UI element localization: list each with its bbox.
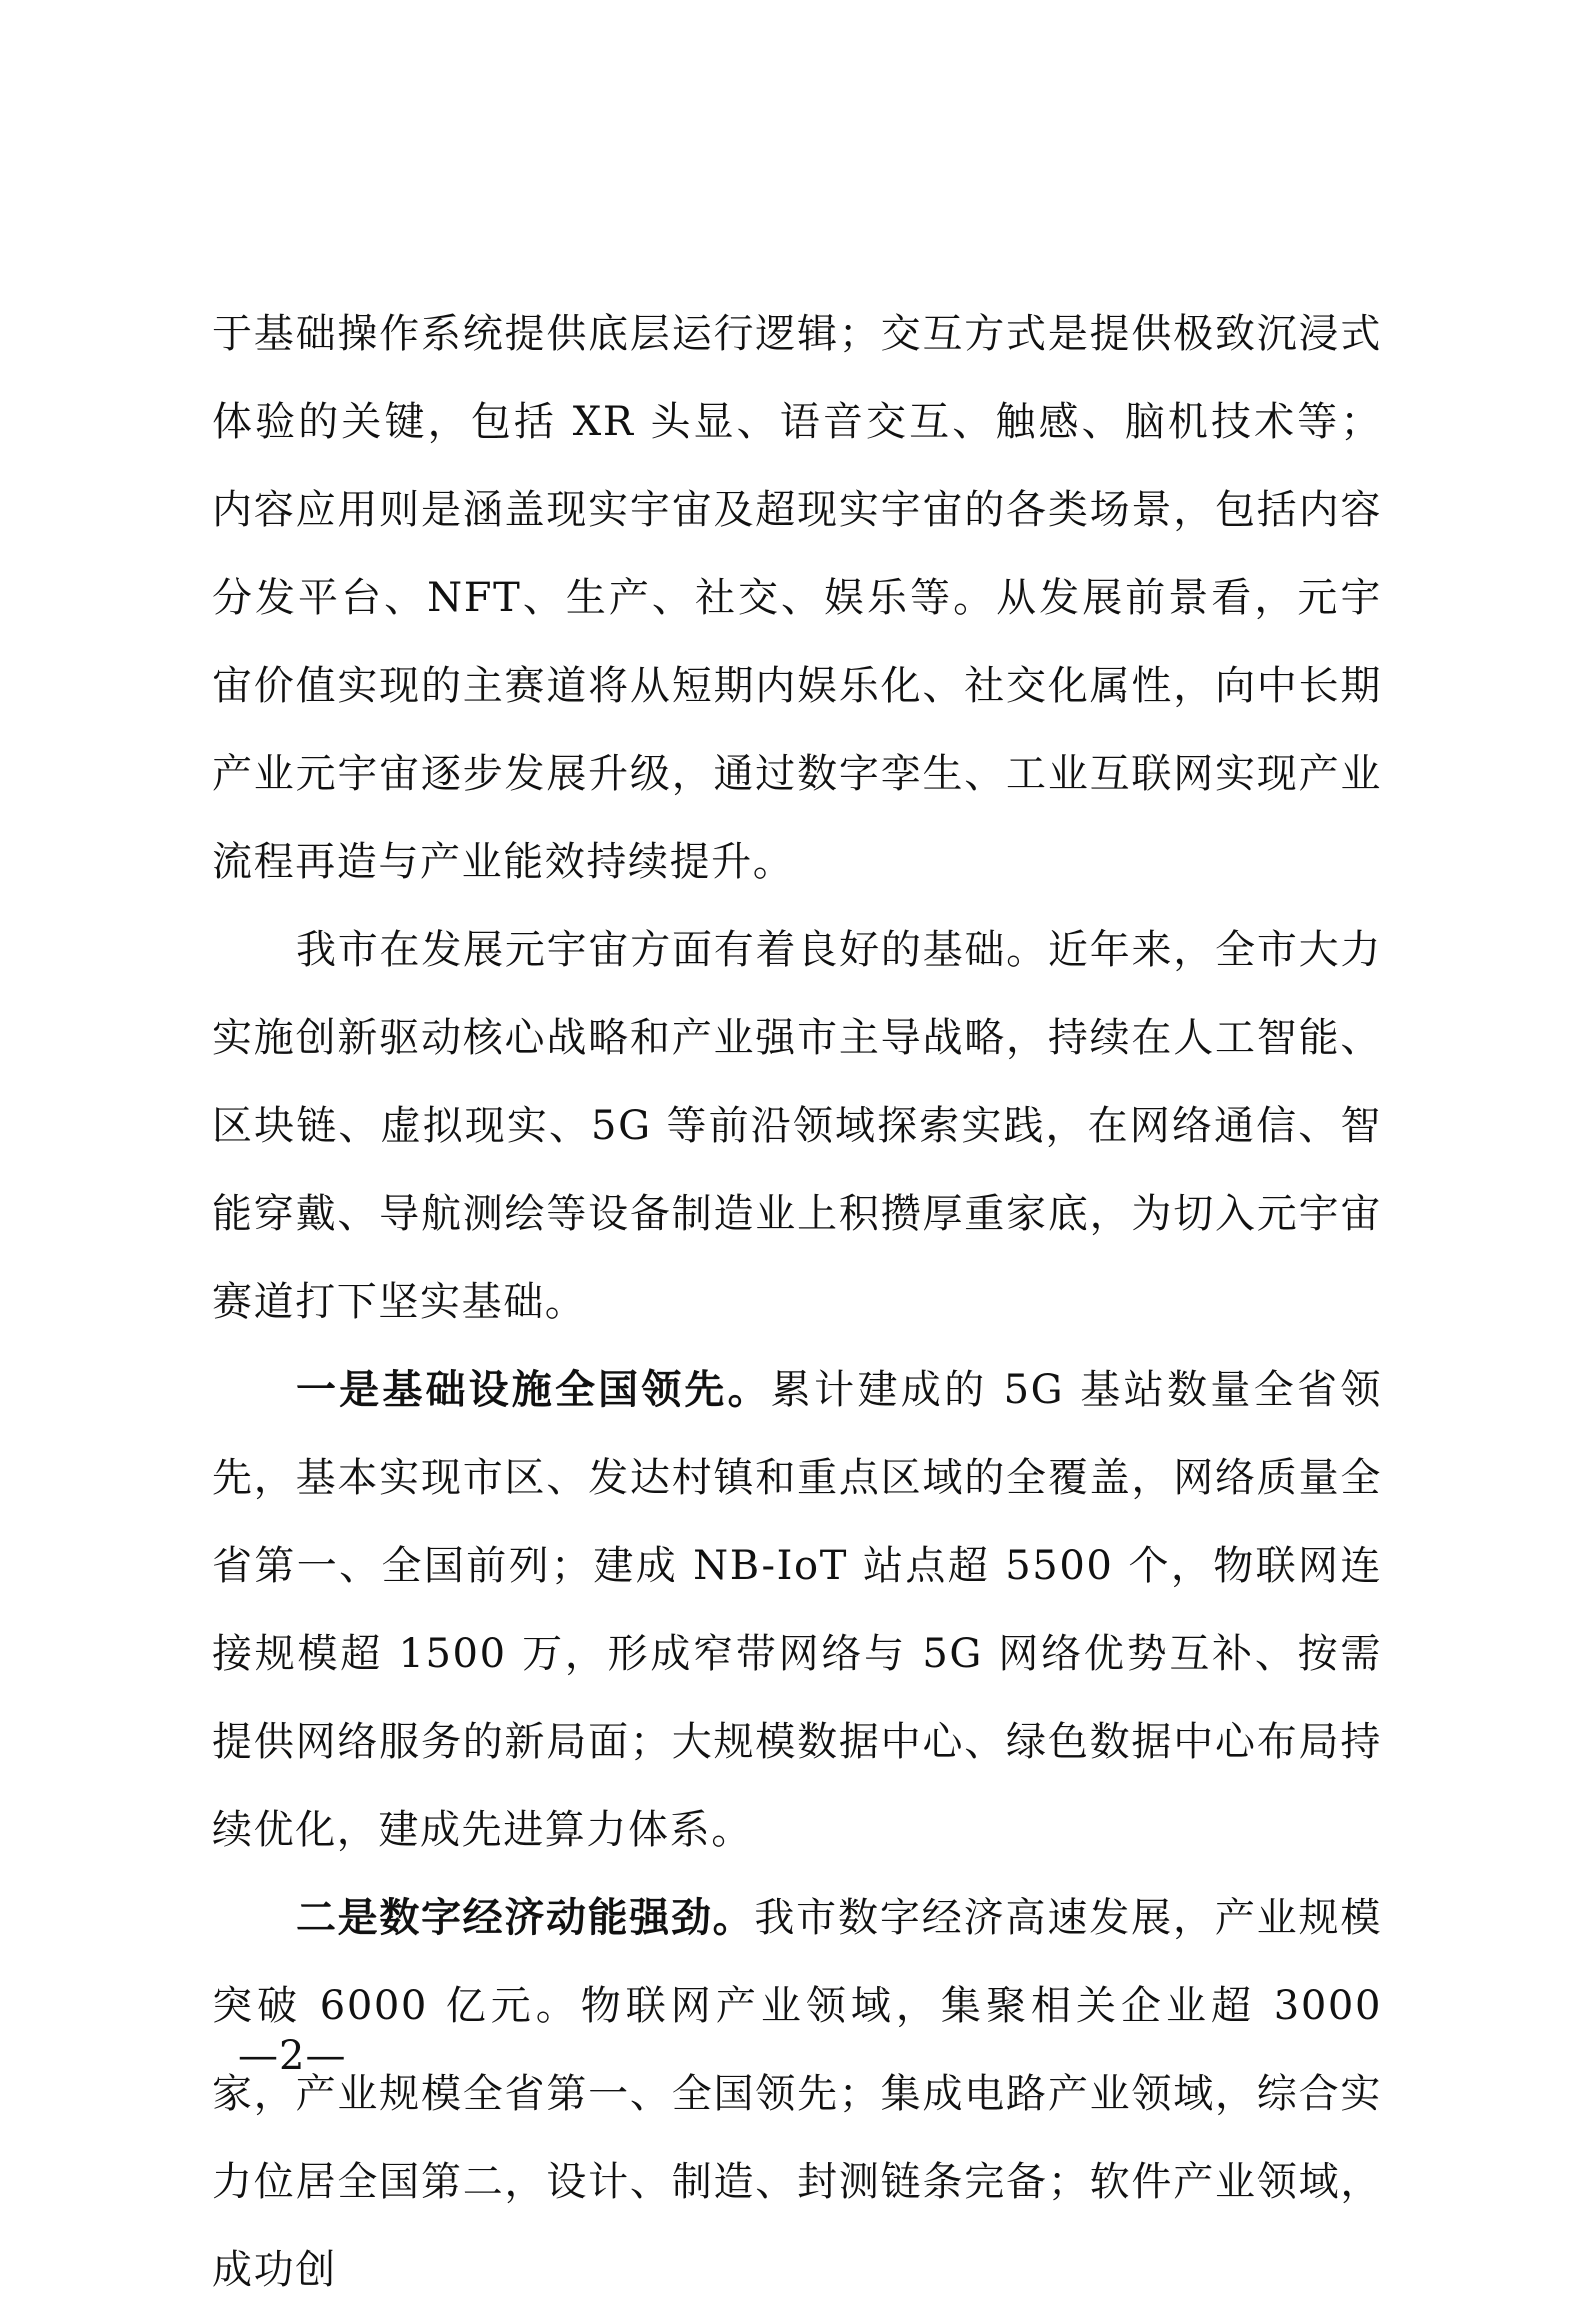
paragraph-continuation [212, 290, 1382, 906]
paragraph-text: 累计建成的 5G 基站数量全省领先，基本实现市区、发达村镇和重点区域的全覆盖，网络质量全省第一、全国前列；建成 NB-IoT 站点超 5500 个，物联网连接规模超 1500 万，形成窄带网络与 5G 网络优势互补、按需提供网络服务的新局面；大规模数据中心、绿色数据中心布局持续优化，建成先进算力体系。 [212, 1367, 1383, 1853]
body-text [212, 290, 1382, 2314]
paragraph-text: 于基础操作系统提供底层运行逻辑；交互方式是提供极致沉浸式体验的关键，包括 XR 头显、语音交互、触感、脑机技术等；内容应用则是涵盖现实宇宙及超现实宇宙的各类场景，包括内容分发平台、NFT、生产、社交、娱乐等。从发展前景看，元宇宙价值实现的主赛道将从短期内娱乐化、社交化属性，向中长期产业元宇宙逐步发展升级，通过数字孪生、工业互联网实现产业流程再造与产业能效持续提升。 [212, 311, 1382, 885]
paragraph-lead: 一是基础设施全国领先。 [296, 1367, 771, 1413]
paragraph-foundation [212, 906, 1382, 1346]
paragraph-text: 我市数字经济高速发展，产业规模突破 6000 亿元。物联网产业领域，集聚相关企业超 3000 家，产业规模全省第一、全国领先；集成电路产业领域，综合实力位居全国第二，设计、制造、封测链条完备；软件产业领域，成功创 [212, 1895, 1383, 2293]
paragraph-infrastructure [212, 1346, 1382, 1874]
paragraph-text: 我市在发展元宇宙方面有着良好的基础。近年来，全市大力实施创新驱动核心战略和产业强市主导战略，持续在人工智能、区块链、虚拟现实、5G 等前沿领域探索实践，在网络通信、智能穿戴、导航测绘等设备制造业上积攒厚重家底，为切入元宇宙赛道打下坚实基础。 [212, 927, 1382, 1325]
paragraph-digital-economy [212, 1874, 1382, 2314]
page-number: —2— [238, 2033, 347, 2079]
paragraph-lead: 二是数字经济动能强劲。 [296, 1895, 755, 1941]
